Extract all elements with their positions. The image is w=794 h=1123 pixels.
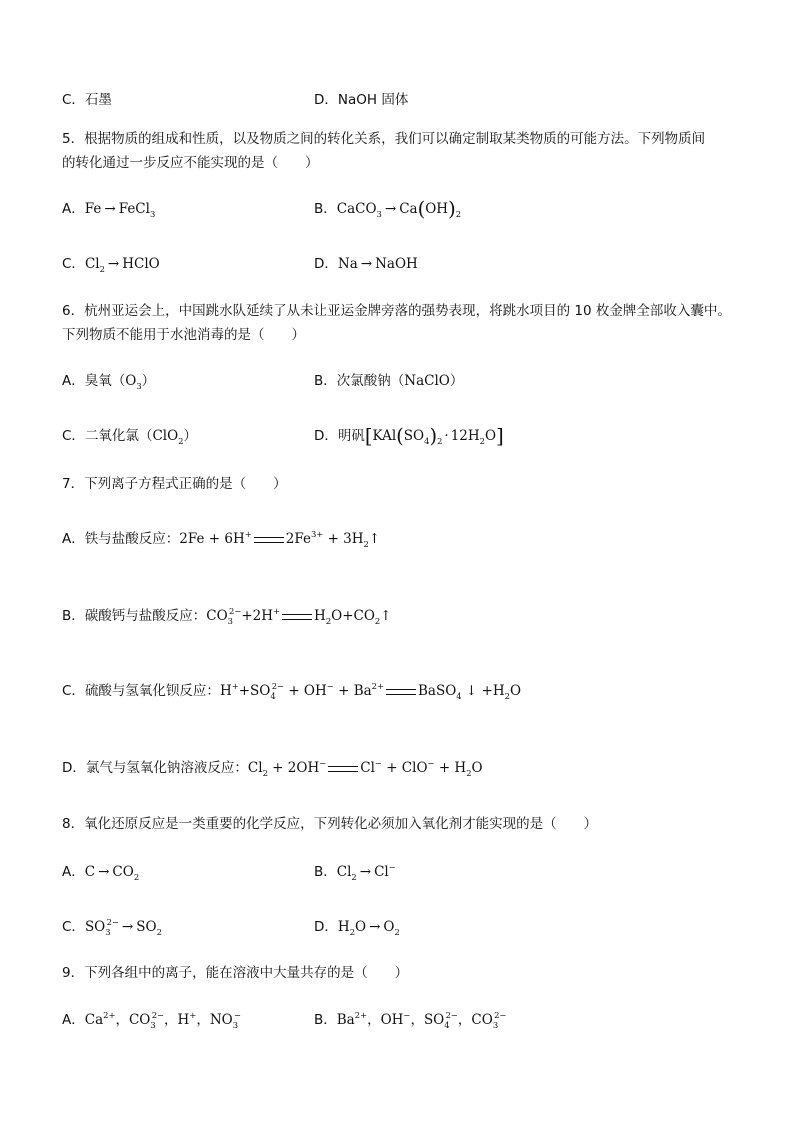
q5-option-a: A．Fe → FeCl$_3$ bbox=[62, 201, 156, 219]
q9-stem: 9．下列各组中的离子，能在溶液中大量共存的是（ ） bbox=[62, 965, 409, 981]
q5-stem-line1: 5．根据物质的组成和性质，以及物质之间的转化关系，我们可以确定制取某类物质的可能方法。下列物质间 bbox=[62, 131, 706, 147]
q7-option-c: C．硫酸与氢氧化钡反应：$H^++SO_4^{2-} + OH^- + Ba^{2+}$ BaSO$_4$ ↓ $+H_2O$ bbox=[62, 681, 522, 701]
gas-arrow-icon: ↑ bbox=[368, 531, 381, 547]
equals-sign-icon bbox=[282, 614, 312, 620]
arrow-icon: → bbox=[369, 919, 381, 935]
q5-stem-line2: 的转化通过一步反应不能实现的是（ ） bbox=[62, 155, 319, 171]
q5-option-b: B．CaCO$_3$ → $Ca(OH)_2$ bbox=[314, 197, 462, 221]
arrow-icon: → bbox=[107, 256, 120, 272]
q7-option-d: D．氯气与氢氧化钠溶液反应：$Cl_2 + 2OH^-$ $Cl^- + ClO^- + H_2O$ bbox=[62, 758, 483, 778]
q6-stem-line1: 6．杭州亚运会上，中国跳水队延续了从未让亚运金牌旁落的强势表现，将跳水项目的 10 枚金牌全部收入囊中。 bbox=[62, 303, 731, 319]
q7-stem: 7．下列离子方程式正确的是（ ） bbox=[62, 476, 287, 492]
q4-option-c: C．石墨 bbox=[62, 92, 112, 108]
q4-option-d: D．NaOH 固体 bbox=[314, 92, 409, 108]
arrow-icon: → bbox=[360, 256, 373, 272]
arrow-icon: → bbox=[98, 864, 110, 880]
q7-option-a: A．铁与盐酸反应：2Fe + 6H+ $2Fe^{3+}$ + $3H_2↑$ bbox=[62, 529, 381, 549]
q7-option-b: B．碳酸钙与盐酸反应：$CO_3^{2-}+2H^+$ $H_2O+CO_2↑$ bbox=[62, 606, 392, 626]
q9-option-b: B．$Ba^{2+}$，OH−，$SO_4^{2-}$，$CO_3^{2-}$ bbox=[314, 1010, 507, 1030]
q5-option-d: D．Na → NaOH bbox=[314, 256, 418, 272]
q6-stem-line2: 下列物质不能用于水池消毒的是（ ） bbox=[62, 327, 305, 343]
arrow-icon: → bbox=[384, 201, 397, 217]
equals-sign-icon bbox=[328, 766, 358, 772]
arrow-icon: → bbox=[121, 919, 134, 935]
precipitate-arrow-icon: ↓ bbox=[461, 683, 482, 699]
q8-stem: 8．氧化还原反应是一类重要的化学反应，下列转化必须加入氧化剂才能实现的是（ ） bbox=[62, 816, 598, 832]
equals-sign-icon bbox=[254, 537, 284, 543]
q8-option-b: B．$Cl_2 \to Cl^-$ bbox=[314, 862, 396, 882]
equals-sign-icon bbox=[386, 689, 416, 695]
q6-option-a: A．臭氧$(O_3)$ bbox=[62, 373, 156, 391]
gas-arrow-icon: ↑ bbox=[380, 608, 392, 624]
q9-option-a: A．$Ca^{2+}$，$CO_3^{2-}$，H+，$NO_3^-$ bbox=[62, 1010, 242, 1030]
q6-option-d: D．明矾$[KAl(SO_4)_2 \cdot 12H_2O]$ bbox=[314, 424, 504, 448]
q6-option-b: B．次氯酸钠（NaClO） bbox=[314, 373, 464, 389]
q8-option-a: A．$C \to CO_2$ bbox=[62, 864, 140, 882]
arrow-icon: → bbox=[359, 864, 372, 880]
q5-option-c: C．$Cl_2$ → HClO bbox=[62, 256, 160, 274]
q8-option-c: C．$SO_3^{2-} \to SO_2$ bbox=[62, 917, 162, 937]
arrow-icon: → bbox=[104, 201, 116, 217]
q6-option-c: C．二氧化氯（ClO$_2$） bbox=[62, 428, 197, 446]
q8-option-d: D．$H_2O \to O_2$ bbox=[314, 919, 400, 937]
